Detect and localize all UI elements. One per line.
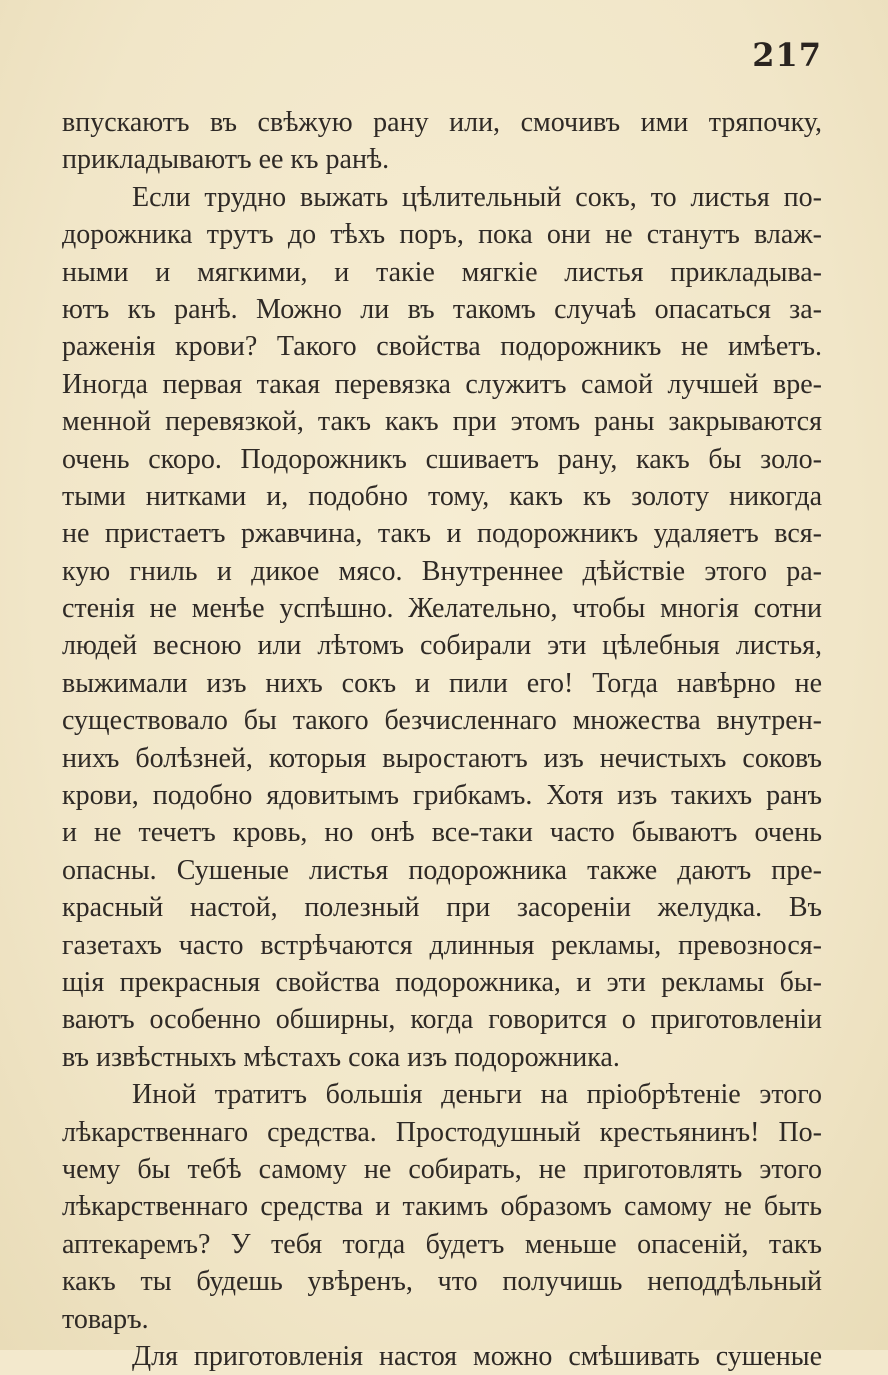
text-line: ваютъ особенно обширны, когда говорится о приготовленіи <box>62 1004 822 1036</box>
text-line: очень скоро. Подорожникъ сшиваетъ рану, какъ бы золо- <box>62 443 822 475</box>
text-line: газетахъ часто встрѣчаются длинныя рекламы, превознося- <box>62 929 822 961</box>
text-line: красный настой, полезный при засореніи желудка. Въ <box>62 892 822 924</box>
text-line: лѣкарственнаго средства. Простодушный крестьянинъ! По- <box>62 1116 822 1148</box>
text-line: тыми нитками и, подобно тому, какъ къ золоту никогда <box>62 480 822 512</box>
text-line: ными и мягкими, и такіе мягкіе листья прикладыва- <box>62 256 822 288</box>
text-line: крови, подобно ядовитымъ грибкамъ. Хотя изъ такихъ ранъ <box>62 780 822 812</box>
text-line: не пристаетъ ржавчина, такъ и подорожникъ удаляетъ вся- <box>62 518 822 550</box>
text-line: товаръ. <box>62 1303 149 1335</box>
text-line: ютъ къ ранѣ. Можно ли въ такомъ случаѣ опасаться за- <box>62 293 822 325</box>
text-line: стенія не менѣе успѣшно. Желательно, чтобы многія сотни <box>62 593 822 625</box>
text-line: въ извѣстныхъ мѣстахъ сока изъ подорожника. <box>62 1041 620 1073</box>
text-line: существовало бы такого безчисленнаго множества внутрен- <box>62 705 822 737</box>
text-line: Иной тратитъ большія деньги на пріобрѣтеніе этого <box>132 1079 822 1111</box>
text-line: и не течетъ кровь, но онѣ все-таки часто бываютъ очень <box>62 817 822 849</box>
text-line: Для приготовленія настоя можно смѣшивать сушеные <box>132 1340 822 1372</box>
text-line: впускаютъ въ свѣжую рану или, смочивъ ими тряпочку, <box>62 107 822 138</box>
text-line: лѣкарственнаго средства и такимъ образомъ самому не быть <box>62 1191 822 1223</box>
text-line: опасны. Сушеные листья подорожника также даютъ пре- <box>62 854 822 886</box>
text-line: какъ ты будешь увѣренъ, что получишь неподдѣльный <box>62 1266 822 1298</box>
page-number: 217 <box>752 36 822 74</box>
body-text <box>62 104 822 1375</box>
text-line: выжимали изъ нихъ сокъ и пили его! Тогда навѣрно не <box>62 667 822 699</box>
text-line: прикладываютъ ее къ ранѣ. <box>62 144 390 176</box>
text-line: людей весною или лѣтомъ собирали эти цѣлебныя листья, <box>62 630 822 662</box>
text-line: Если трудно выжать цѣлительный сокъ, то листья по- <box>132 181 822 213</box>
text-line: дорожника трутъ до тѣхъ поръ, пока они не станутъ влаж- <box>62 219 822 251</box>
text-line: щія прекрасныя свойства подорожника, и эти рекламы бы- <box>62 966 822 998</box>
text-line: Иногда первая такая перевязка служитъ самой лучшей вре- <box>62 368 822 400</box>
text-line: раженія крови? Такого свойства подорожникъ не имѣетъ. <box>62 331 822 363</box>
text-line: кую гниль и дикое мясо. Внутреннее дѣйствіе этого ра- <box>62 555 822 587</box>
text-line: чему бы тебѣ самому не собирать, не приготовлять этого <box>62 1153 822 1185</box>
text-line: нихъ болѣзней, которыя выростаютъ изъ нечистыхъ соковъ <box>62 742 822 774</box>
text-line: аптекаремъ? У тебя тогда будетъ меньше опасеній, такъ <box>62 1228 822 1260</box>
text-line: менной перевязкой, такъ какъ при этомъ раны закрываются <box>62 406 822 438</box>
